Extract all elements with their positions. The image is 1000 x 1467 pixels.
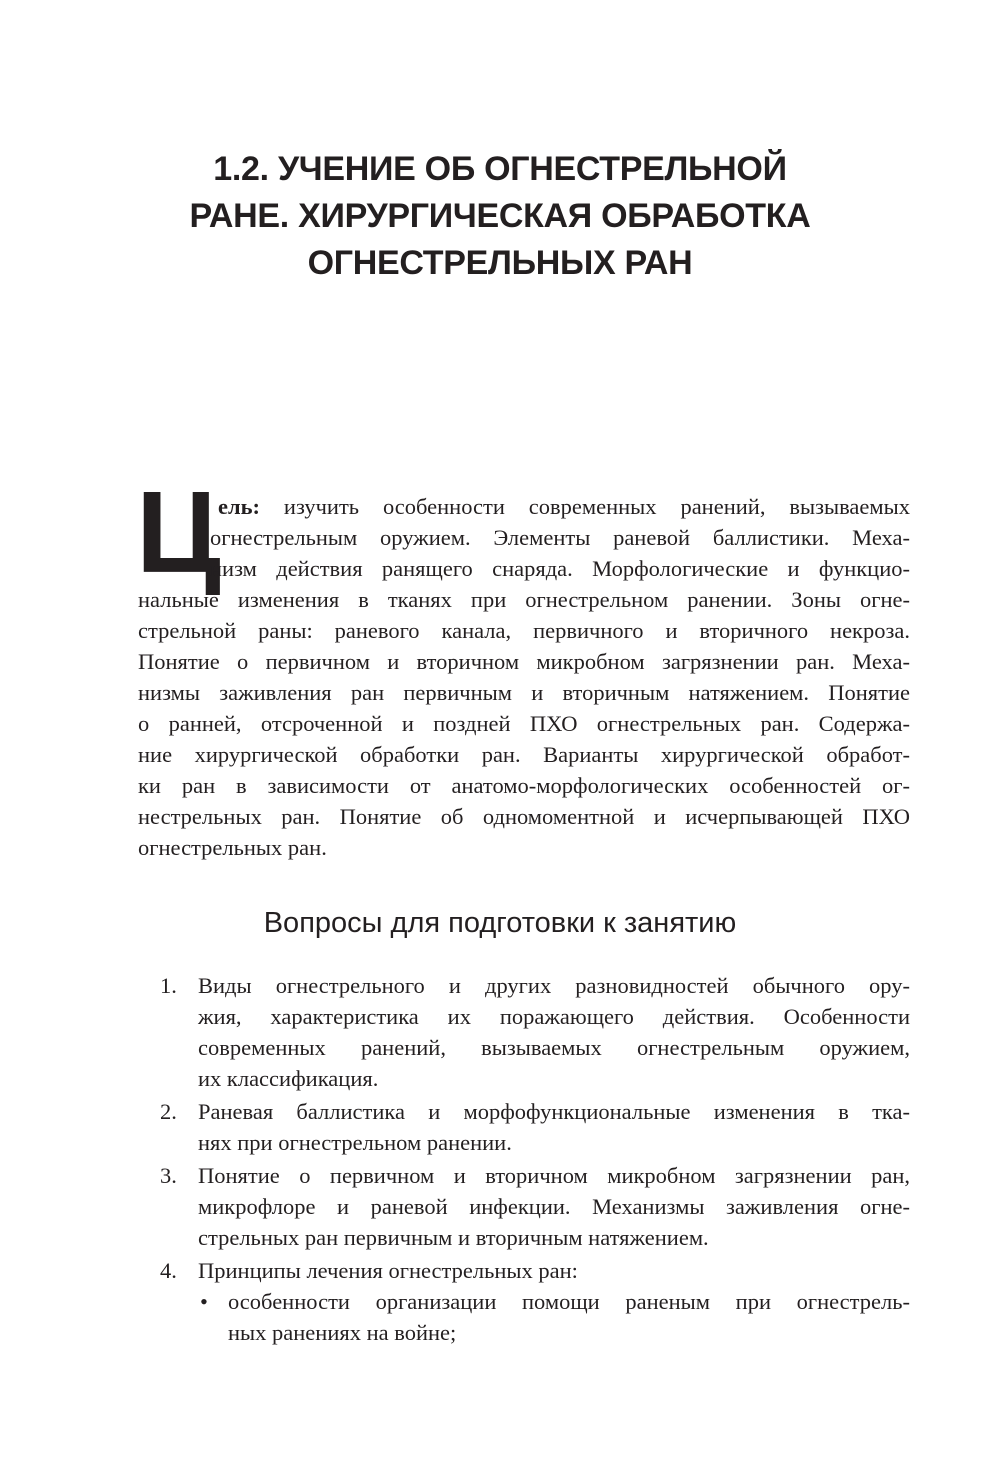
- question-number: 3.: [160, 1163, 177, 1188]
- question-item: [160, 1160, 910, 1253]
- chapter-title-line: РАНЕ. ХИРУРГИЧЕСКАЯ ОБРАБОТКА: [189, 197, 811, 235]
- chapter-title-line: ОГНЕСТРЕЛЬНЫХ РАН: [307, 244, 693, 282]
- sub-list-item: [198, 1286, 910, 1348]
- question-number: 2.: [160, 1099, 177, 1124]
- question-line: Виды огнестрельного и других разновидностей обычного ору-: [198, 973, 910, 998]
- question-line: Понятие о первичном и вторичном микробном загрязнении ран,: [198, 1163, 910, 1188]
- goal-line: низм действия ранящего снаряда. Морфологические и функцио-: [210, 556, 910, 581]
- goal-line: Понятие о первичном и вторичном микробном загрязнении ран. Меха-: [138, 649, 910, 674]
- goal-line: стрельной раны: раневого канала, первичного и вторичного некроза.: [138, 618, 910, 643]
- question-line: современных ранений, вызываемых огнестрельным оружием,: [198, 1035, 910, 1060]
- question-item: [160, 1255, 910, 1348]
- question-line: жия, характеристика их поражающего действия. Особенности: [198, 1004, 910, 1029]
- question-line: стрельных ран первичным и вторичным натяжением.: [198, 1225, 709, 1250]
- question-line: Раневая баллистика и морфофункциональные изменения в тка-: [198, 1099, 910, 1124]
- goal-line: о ранней, отсроченной и поздней ПХО огнестрельных ран. Содержа-: [138, 711, 910, 736]
- goal-first-line-text: изучить особенности современных ранений, вызываемых: [283, 494, 910, 519]
- goal-label: ель:: [218, 494, 261, 519]
- question-number: 1.: [160, 973, 177, 998]
- goal-line: огнестрельных ран.: [138, 835, 327, 860]
- goal-line: нестрельных ран. Понятие об одномоментной и исчерпывающей ПХО: [138, 804, 910, 829]
- section-title: Вопросы для подготовки к занятию: [263, 907, 737, 939]
- goal-paragraph: [138, 491, 910, 863]
- questions-list: [160, 970, 910, 1350]
- question-number: 4.: [160, 1258, 177, 1283]
- chapter-title: [90, 146, 910, 287]
- question-line: Принципы лечения огнестрельных ран:: [198, 1258, 578, 1283]
- question-item: [160, 970, 910, 1094]
- question-line: нях при огнестрельном ранении.: [198, 1130, 512, 1155]
- question-line: их классификация.: [198, 1066, 379, 1091]
- bullet-icon: •: [200, 1289, 208, 1314]
- goal-line: огнестрельным оружием. Элементы раневой баллистики. Меха-: [210, 525, 910, 550]
- question-line: микрофлоре и раневой инфекции. Механизмы заживления огне-: [198, 1194, 910, 1219]
- question-item: [160, 1096, 910, 1158]
- goal-line: ки ран в зависимости от анатомо-морфологических особенностей ог-: [138, 773, 910, 798]
- chapter-title-line: 1.2. УЧЕНИЕ ОБ ОГНЕСТРЕЛЬНОЙ: [213, 150, 787, 188]
- drop-cap: Ц: [136, 467, 221, 597]
- goal-line: [138, 491, 910, 522]
- sub-item-line: особенности организации помощи раненым при огнестрель-: [228, 1289, 910, 1314]
- sub-list: [198, 1286, 910, 1348]
- goal-line: нальные изменения в тканях при огнестрельном ранении. Зоны огне-: [138, 587, 910, 612]
- sub-item-line: ных ранениях на войне;: [228, 1320, 457, 1345]
- goal-line: низмы заживления ран первичным и вторичным натяжением. Понятие: [138, 680, 910, 705]
- goal-line: ние хирургической обработки ран. Варианты хирургической обработ-: [138, 742, 910, 767]
